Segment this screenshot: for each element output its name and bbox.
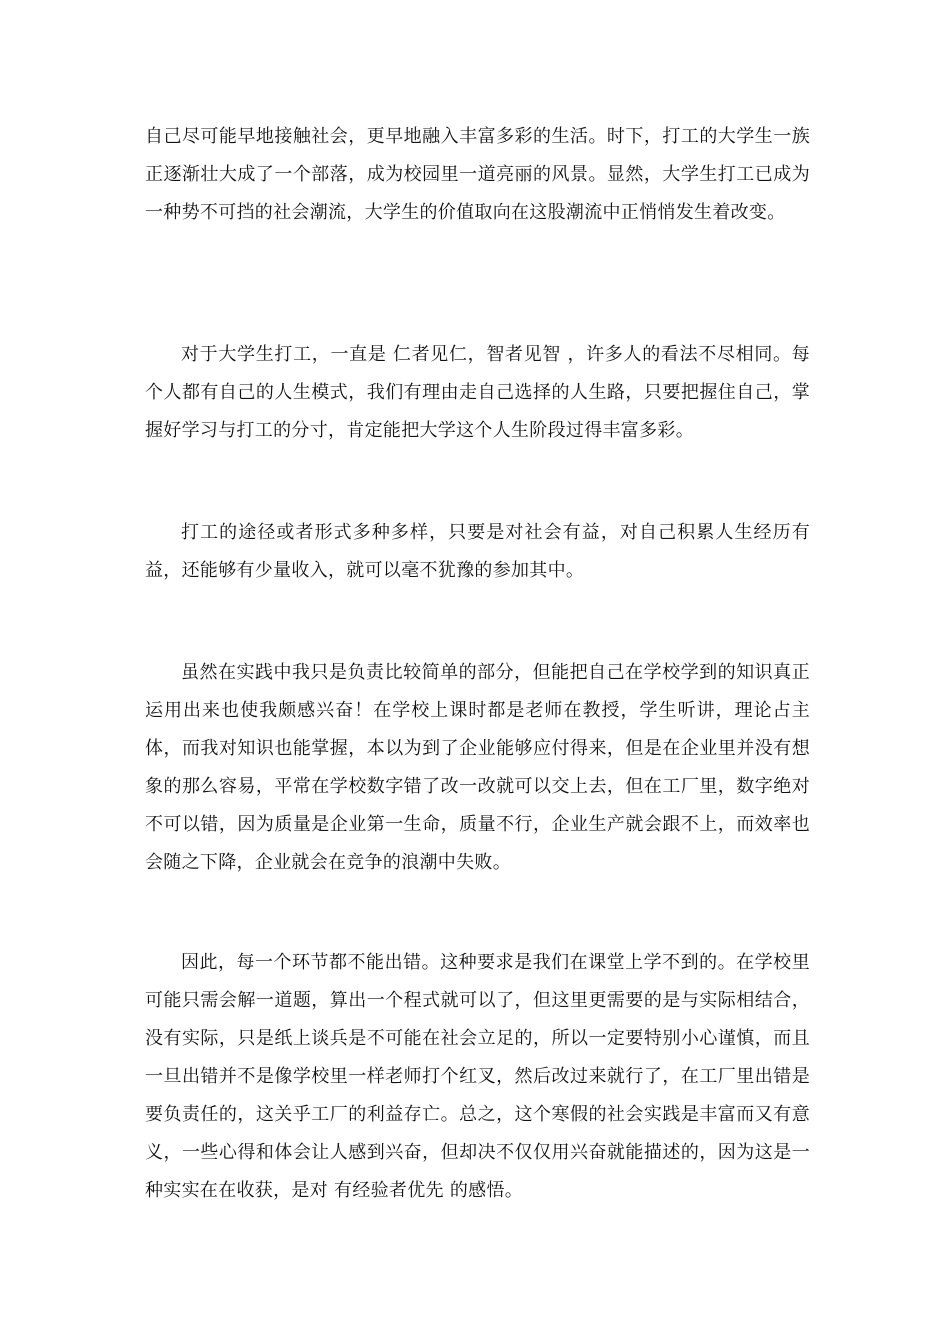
paragraph-5: 因此，每一个环节都不能出错。这种要求是我们在课堂上学不到的。在学校里可能只需会解一道题，算出一个程式就可以了，但这里更需要的是与实际相结合，没有实际，只是纸上谈兵是不可能在社会立足的，所以一定要特别小心谨慎，而且一旦出错并不是像学校里一样老师打个红叉，然后改过来就行了，在工厂里出错是要负责任的，这关乎工厂的利益存亡。总之，这个寒假的社会实践是丰富而又有意义，一些心得和体会让人感到兴奋，但却决不仅仅用兴奋就能描述的，因为这是一种实实在在收获，是对 有经验者优先 的感悟。: [145, 952, 810, 1201]
paragraph-4: 虽然在实践中我只是负责比较简单的部分，但能把自己在学校学到的知识真正运用出来也使我颇感兴奋！在学校上课时都是老师在教授，学生听讲，理论占主体，而我对知识也能掌握，本以为到了企业能够应付得来，但是在企业里并没有想象的那么容易，平常在学校数字错了改一改就可以交上去，但在工厂里，数字绝对不可以错，因为质量是企业第一生命，质量不行，企业生产就会跟不上，而效率也会随之下降，企业就会在竞争的浪潮中失败。: [145, 662, 810, 873]
paragraph-1: 自己尽可能早地接触社会，更早地融入丰富多彩的生活。时下，打工的大学生一族正逐渐壮大成了一个部落，成为校园里一道亮丽的风景。显然，大学生打工已成为一种势不可挡的社会潮流，大学生的价值取向在这股潮流中正悄悄发生着改变。: [145, 126, 810, 223]
paragraph-2: 对于大学生打工，一直是 仁者见仁，智者见智 ，许多人的看法不尽相同。每个人都有自己的人生模式，我们有理由走自己选择的人生路，只要把握住自己，掌握好学习与打工的分寸，肯定能把大学这个人生阶段过得丰富多彩。: [145, 344, 810, 441]
paragraph-3: 打工的途径或者形式多种多样，只要是对社会有益，对自己积累人生经历有益，还能够有少量收入，就可以毫不犹豫的参加其中。: [145, 522, 810, 581]
